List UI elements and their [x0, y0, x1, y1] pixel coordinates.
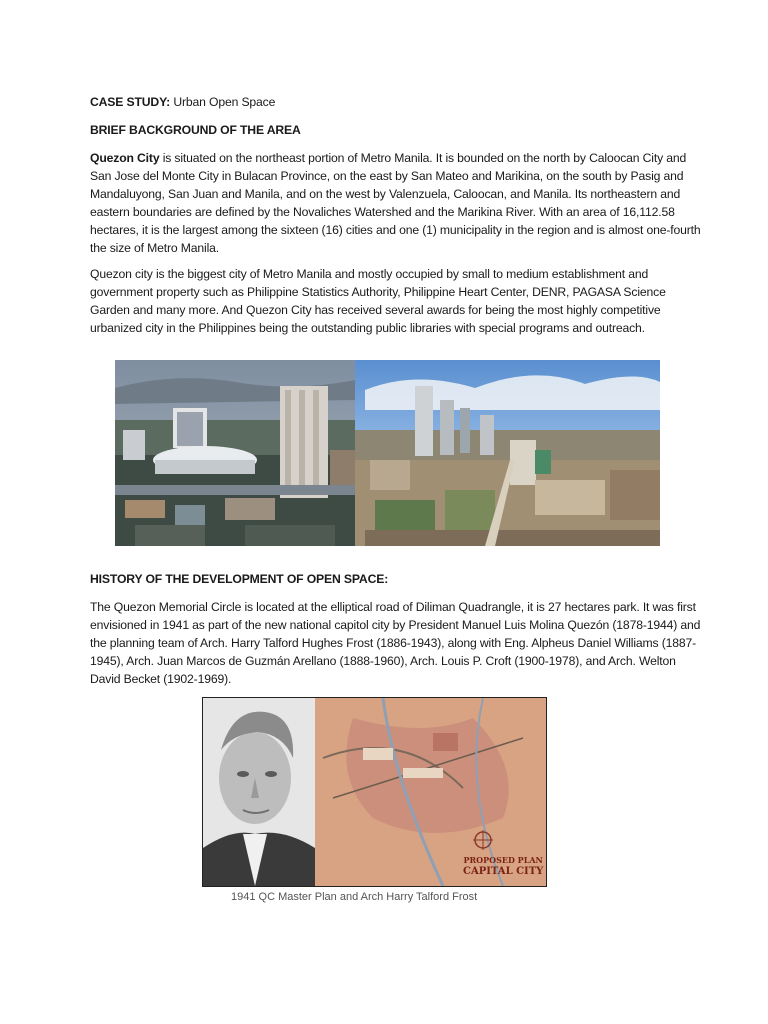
paragraph-line: The Quezon Memorial Circle is located at the elliptical road of Diliman Quadrangle, it is 27 hectares park. It was first — [90, 600, 696, 614]
paragraph-line: the planning team of Arch. Harry Talford Hughes Frost (1886-1943), along with Eng. Alpheus Daniel Williams (1887- — [90, 636, 697, 650]
plan-title-label — [463, 854, 543, 878]
paragraph-line: urbanized city in the Philippines being the outstanding public libraries with special programs and outreach. — [90, 321, 645, 335]
paragraph-line: Mandaluyong, San Juan and Manila, and on the west by Valenzuela, Caloocan, and Manila. Its northeastern and — [90, 187, 681, 201]
plan-title-line2: CAPITAL CITY — [463, 866, 544, 877]
paragraph-line: government property such as Philippine Statistics Authority, Philippine Heart Center, DENR, PAGASA Science — [90, 285, 666, 299]
paragraph-line — [90, 149, 686, 167]
figure-caption: 1941 QC Master Plan and Arch Harry Talford Frost — [231, 891, 478, 903]
paragraph-line: eastern boundaries are defined by the Novaliches Watershed and the Marikina River. With an area of 16,112.58 — [90, 205, 675, 219]
quezon-city-lead: Quezon City — [90, 151, 160, 165]
paragraph-line: hectares, it is the largest among the sixteen (16) cities and one (1) municipality in the region and is almost one-fourth — [90, 223, 701, 237]
paragraph-line: Garden and many more. And Quezon City has received several awards for being the most highly competitive — [90, 303, 661, 317]
history-heading: HISTORY OF THE DEVELOPMENT OF OPEN SPACE: — [90, 572, 389, 586]
quezon-city-skyline-photo — [115, 360, 660, 546]
paragraph-line: San Jose del Monte City in Bulacan Province, on the east by San Mateo and Marikina, on the south by Pasig and — [90, 169, 684, 183]
paragraph-line: 1945), Arch. Juan Marcos de Guzmán Arellano (1888-1960), Arch. Louis P. Croft (1900-1978), and Arch. Welton — [90, 654, 676, 668]
case-study-line — [90, 93, 275, 111]
case-study-value: Urban Open Space — [173, 95, 276, 109]
paragraph-line: Quezon city is the biggest city of Metro Manila and mostly occupied by small to medium establishment and — [90, 267, 649, 281]
plan-title-line1: PROPOSED PLAN — [463, 855, 543, 865]
master-plan-photo — [202, 697, 547, 887]
paragraph-text: is situated on the northeast portion of Metro Manila. It is bounded on the north by Caloocan City and — [159, 151, 687, 165]
background-heading: BRIEF BACKGROUND OF THE AREA — [90, 123, 301, 137]
paragraph-line: envisioned in 1941 as part of the new national capitol city by President Manuel Luis Molina Quezón (1878-1944) and — [90, 618, 701, 632]
case-study-label: CASE STUDY: — [90, 95, 171, 109]
paragraph-line: David Becket (1902-1969). — [90, 672, 232, 686]
paragraph-line: the size of Metro Manila. — [90, 241, 220, 255]
